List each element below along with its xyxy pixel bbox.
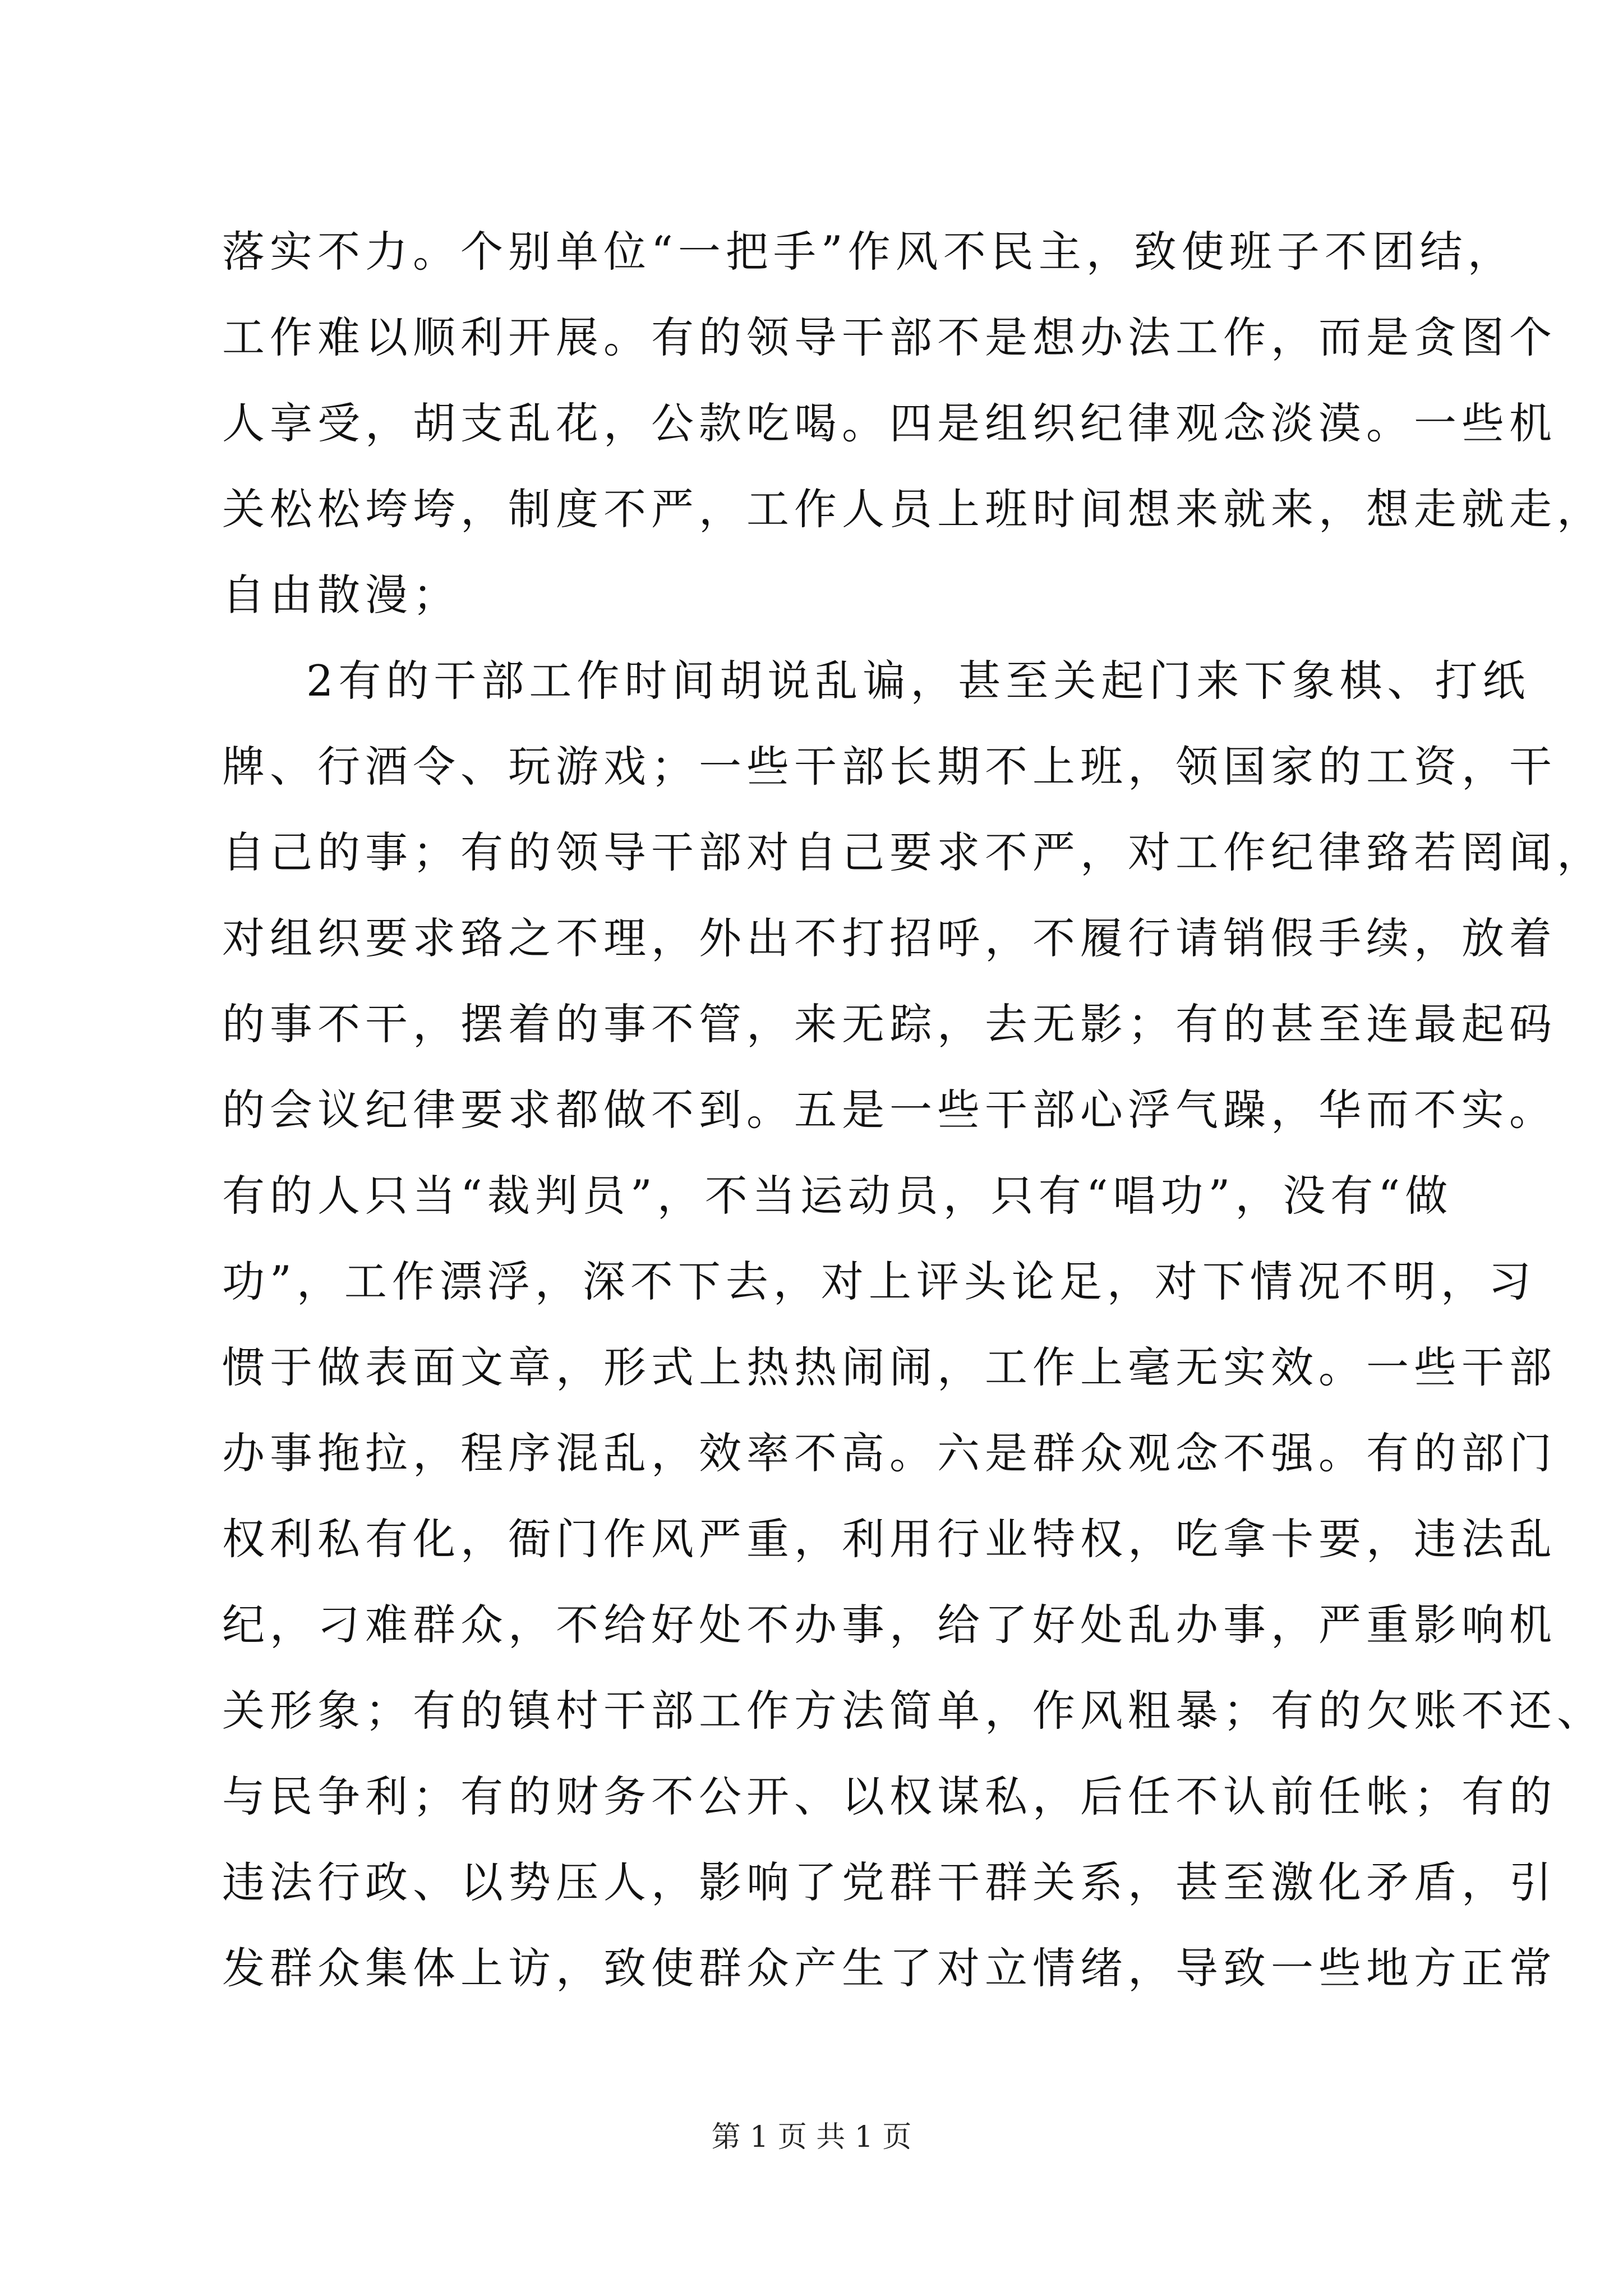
- text-line: 对组织要求臵之不理，外出不打招呼，不履行请销假手续，放着: [222, 913, 1557, 963]
- text-line: 的会议纪律要求都做不到。五是一些干部心浮气躁，华而不实。: [222, 1085, 1557, 1135]
- text-line: 人享受，胡支乱花，公款吃喝。四是组织纪律观念淡漠。一些机: [222, 398, 1557, 448]
- page-number-footer: 第 1 页 共 1 页: [711, 2120, 912, 2154]
- text-line: 办事拖拉，程序混乱，效率不高。六是群众观念不强。有的部门: [222, 1428, 1557, 1478]
- paragraph-start-line: 2有的干部工作时间胡说乱谝，甚至关起门来下象棋、打纸: [306, 656, 1530, 706]
- text-line: 关松松垮垮，制度不严，工作人员上班时间想来就来，想走就走，: [222, 484, 1604, 534]
- text-line: 惯于做表面文章，形式上热热闹闹，工作上毫无实效。一些干部: [222, 1342, 1557, 1392]
- text-line: 自由散漫；: [222, 570, 460, 620]
- text-line: 功”，工作漂浮，深不下去，对上评头论足，对下情况不明，习: [222, 1257, 1536, 1306]
- text-line: 落实不力。个别单位“一把手”作风不民主，致使班子不团结，: [222, 227, 1515, 277]
- text-line: 关形象；有的镇村干部工作方法简单，作风粗暴；有的欠账不还、: [222, 1686, 1604, 1736]
- text-line: 牌、行酒令、玩游戏；一些干部长期不上班，领国家的工资，干: [222, 742, 1557, 792]
- text-line: 与民争利；有的财务不公开、以权谋私，后任不认前任帐；有的: [222, 1772, 1557, 1821]
- document-body: [222, 209, 1604, 2011]
- text-line: 纪，刁难群众，不给好处不办事，给了好处乱办事，严重影响机: [222, 1600, 1557, 1650]
- text-line: 发群众集体上访，致使群众产生了对立情绪，导致一些地方正常: [222, 1943, 1557, 1993]
- text-line: 自己的事；有的领导干部对自己要求不严，对工作纪律臵若罔闻，: [222, 827, 1604, 877]
- text-line: 权利私有化，衙门作风严重，利用行业特权，吃拿卡要，违法乱: [222, 1514, 1557, 1564]
- text-line: 有的人只当“裁判员”，不当运动员，只有“唱功”，没有“做: [222, 1171, 1453, 1221]
- text-line: 的事不干，摆着的事不管，来无踪，去无影；有的甚至连最起码: [222, 999, 1557, 1049]
- text-line: 工作难以顺利开展。有的领导干部不是想办法工作，而是贪图个: [222, 312, 1557, 362]
- text-line: 违法行政、以势压人，影响了党群干群关系，甚至激化矛盾，引: [222, 1857, 1557, 1907]
